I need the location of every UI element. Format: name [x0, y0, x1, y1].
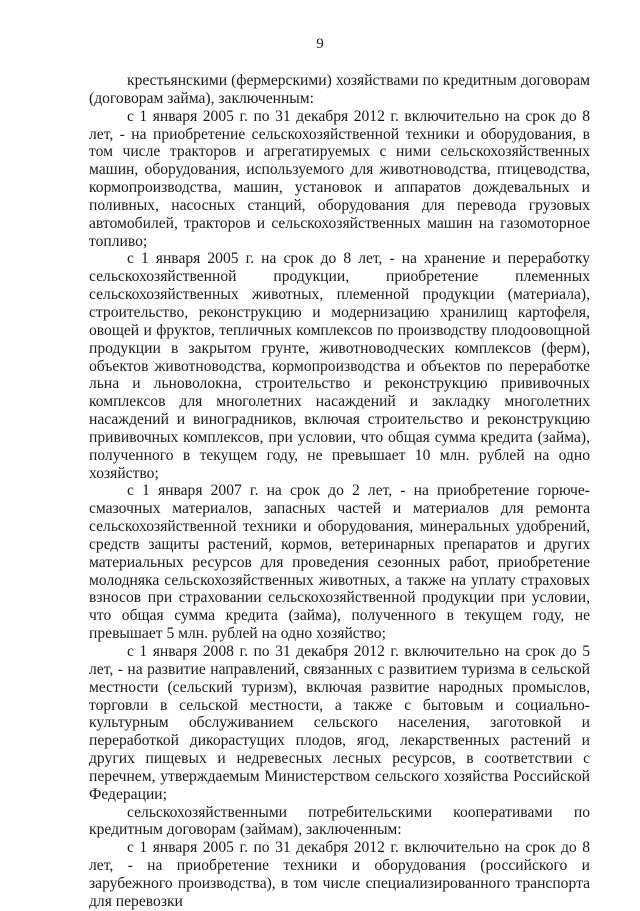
paragraph: с 1 января 2005 г. на срок до 8 лет, - на хранение и переработку сельскохозяйственной продукции, приобретение племенных сельскохозяйственных животных, племенной продукции (материала), строительство, реконструкцию и модернизацию хранилищ картофеля, овощей и фруктов, тепличных комплексов по производству плодоовощной продукции в закрытом грунте, животноводческих комплексов (ферм), объектов животноводства, кормопроизводства и объектов по переработке льна и льноволокна, строительство и реконструкцию прививочных комплексов для многолетних насаждений и закладку многолетних насаждений и виноградников, включая строительство и реконструкцию прививочных комплексов, при условии, что общая сумма кредита (займа), полученного в текущем году, не превышает 10 млн. рублей на одно хозяйство; [89, 250, 590, 482]
document-body [89, 72, 590, 911]
paragraph: с 1 января 2005 г. по 31 декабря 2012 г. включительно на срок до 8 лет, - на приобретение сельскохозяйственной техники и оборудования, в том числе тракторов и агрегатируемых с ними сельскохозяйственных машин, оборудования, используемого для животноводства, птицеводства, кормопроизводства, машин, установок и аппаратов дождевальных и поливных, насосных станций, оборудования для перевода грузовых автомобилей, тракторов и сельскохозяйственных машин на газомоторное топливо; [89, 107, 590, 250]
page-number: 9 [316, 36, 324, 52]
paragraph: с 1 января 2005 г. по 31 декабря 2012 г. включительно на срок до 8 лет, - на приобретение техники и оборудования (российского и зарубежного производства), в том числе специализированного транспорта для перевозки [89, 839, 590, 910]
paragraph: с 1 января 2007 г. на срок до 2 лет, - на приобретение горюче-смазочных материалов, запасных частей и материалов для ремонта сельскохозяйственной техники и оборудования, минеральных удобрений, средств защиты растений, кормов, ветеринарных препаратов и других материальных ресурсов для проведения сезонных работ, приобретение молодняка сельскохозяйственных животных, а также на уплату страховых взносов при страховании сельскохозяйственной продукции при условии, что общая сумма кредита (займа), полученного в текущем году, не превышает 5 млн. рублей на одно хозяйство; [89, 482, 590, 643]
paragraph: с 1 января 2008 г. по 31 декабря 2012 г. включительно на срок до 5 лет, - на развитие направлений, связанных с развитием туризма в сельской местности (сельский туризм), включая развитие народных промыслов, торговли в сельской местности, а также с бытовым и социально-культурным обслуживанием сельского населения, заготовкой и переработкой дикорастущих плодов, ягод, лекарственных растений и других пищевых и недревесных лесных ресурсов, в соответствии с перечнем, утверждаемым Министерством сельского хозяйства Российской Федерации; [89, 643, 590, 803]
paragraph: крестьянскими (фермерскими) хозяйствами по кредитным договорам (договорам займа), заключенным: [89, 72, 590, 107]
paragraph: сельскохозяйственными потребительскими кооперативами по кредитным договорам (займам), заключенным: [89, 803, 590, 839]
